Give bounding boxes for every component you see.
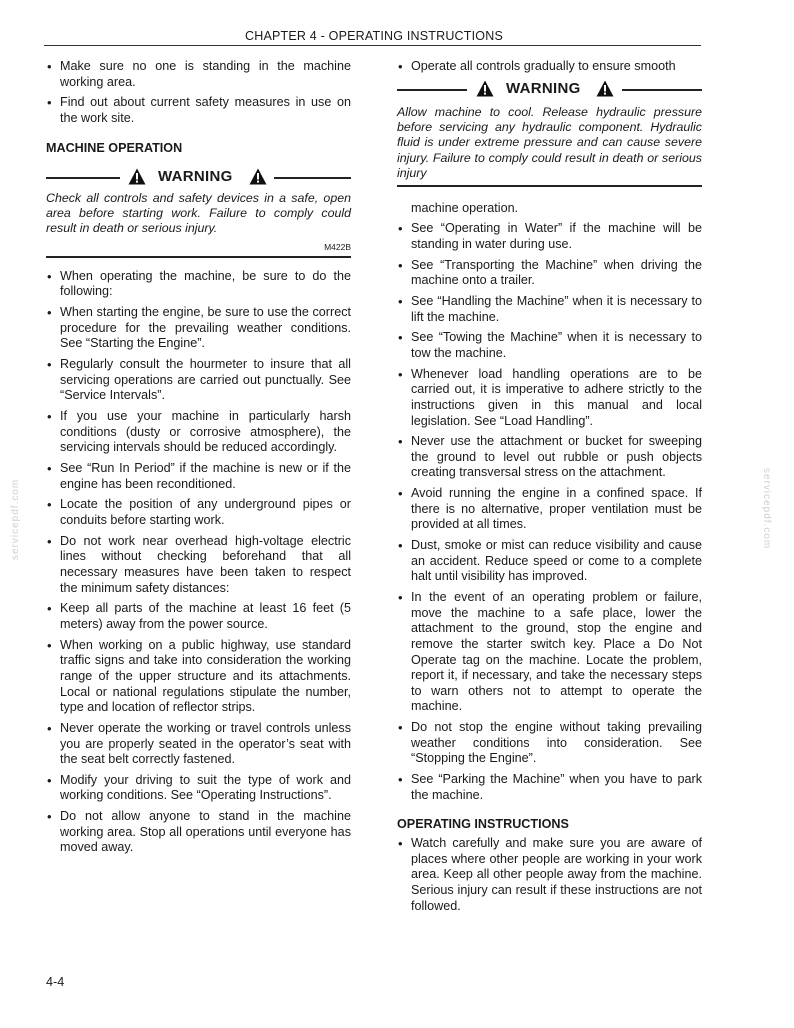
list-item: • See “Transporting the Machine” when driving the machine onto a trailer.	[397, 258, 702, 289]
list-item: • When starting the engine, be sure to use the correct procedure for the prevailing weather conditions. See “Starting the Engine”.	[46, 305, 351, 352]
list-item: • Avoid running the engine in a confined space. If there is no alternative, proper ventilation must be provided at all times.	[397, 486, 702, 533]
warning-line-left	[397, 89, 467, 91]
warning-rule	[397, 185, 702, 187]
left-intro-list	[46, 59, 351, 127]
warning-rule	[46, 256, 351, 258]
list-item: • Never operate the working or travel controls unless you are properly seated in the operator’s seat with the seat belt correctly fastened.	[46, 721, 351, 768]
warning-bar	[397, 77, 702, 101]
list-item: • Find out about current safety measures in use on the work site.	[46, 95, 351, 126]
operating-instructions-list	[397, 836, 702, 914]
warning-label: WARNING	[506, 79, 581, 97]
warning-text: Allow machine to cool. Release hydraulic pressure before servicing any hydraulic component. Hydraulic fluid is under extreme pressure and can cause severe injury. Failure to comply could result in death or serious injury	[397, 104, 702, 181]
left-bullet-list	[46, 269, 351, 856]
list-item: • Regularly consult the hourmeter to insure that all servicing operations are carried out punctually. See “Service Intervals”.	[46, 357, 351, 404]
list-item: • When working on a public highway, use standard traffic signs and take into consideration the working range of the upper structure and its attachments. Local or national regulations stipulate the number, type and location of reflector strips.	[46, 638, 351, 716]
list-item: • See “Handling the Machine” when it is necessary to lift the machine.	[397, 294, 702, 325]
list-item: • Never use the attachment or bucket for sweeping the ground to level out rubble or push objects creating transversal stress on the attachment.	[397, 434, 702, 481]
list-item: • See “Operating in Water” if the machine will be standing in water during use.	[397, 221, 702, 252]
warning-line-left	[46, 177, 120, 179]
right-column	[397, 59, 702, 919]
warning-triangle-icon	[128, 168, 146, 185]
warning-triangle-icon	[476, 80, 494, 97]
list-item: • Modify your driving to suit the type of work and working conditions. See “Operating Instructions”.	[46, 773, 351, 804]
list-item: • See “Towing the Machine” when it is necessary to tow the machine.	[397, 330, 702, 361]
right-bullet-list	[397, 221, 702, 803]
section-title-machine-operation: MACHINE OPERATION	[46, 140, 183, 155]
page-number: 4-4	[46, 975, 65, 989]
warning-triangle-icon	[249, 168, 267, 185]
warning-triangle-icon	[596, 80, 614, 97]
list-item: • Do not work near overhead high-voltage electric lines without checking beforehand that all necessary measures have been taken to respect the minimum safety distances:	[46, 534, 351, 596]
watermark-left: servicepdf.com	[10, 478, 21, 560]
list-item: • Make sure no one is standing in the machine working area.	[46, 59, 351, 90]
watermark-right: servicepdf.com	[761, 468, 772, 550]
list-item: • In the event of an operating problem or failure, move the machine to a safe place, lower the attachment to the ground, stop the engine and remove the starter switch key. Place a Do Not Operate tag on the machine. Locate the problem, report it, if necessary, and take the necessary steps to warn others not to attempt to operate the machine.	[397, 590, 702, 715]
list-item: • Locate the position of any underground pipes or conduits before starting work.	[46, 497, 351, 528]
list-item: • See “Parking the Machine” when you have to park the machine.	[397, 772, 702, 803]
chapter-header: CHAPTER 4 - OPERATING INSTRUCTIONS	[245, 29, 503, 43]
warning-label: WARNING	[158, 167, 233, 185]
list-item: • Whenever load handling operations are to be carried out, it is imperative to adhere strictly to the instructions given in this manual and local legislation. See “Load Handling”.	[397, 367, 702, 429]
list-item: • When operating the machine, be sure to do the following:	[46, 269, 351, 300]
left-column	[46, 59, 351, 861]
right-first-list	[397, 59, 702, 75]
header-rule	[44, 45, 701, 46]
warning-line-right	[274, 177, 351, 179]
list-item: • Dust, smoke or mist can reduce visibility and cause an accident. Reduce speed or come to a complete halt until visibility has improved.	[397, 538, 702, 585]
warning-line-right	[622, 89, 702, 91]
continuation-text: machine operation.	[411, 200, 519, 215]
list-item: • Do not stop the engine without taking prevailing weather conditions into consideration. See “Stopping the Engine”.	[397, 720, 702, 767]
list-item: • If you use your machine in particularly harsh conditions (dusty or corrosive atmosphere), the servicing intervals should be reduced accordingly.	[46, 409, 351, 456]
section-title-operating-instructions: OPERATING INSTRUCTIONS	[397, 817, 569, 832]
list-item: • Do not allow anyone to stand in the machine working area. Stop all operations until everyone has moved away.	[46, 809, 351, 856]
warning-bar	[46, 165, 351, 189]
list-item: • See “Run In Period” if the machine is new or if the engine has been reconditioned.	[46, 461, 351, 492]
warning-code: M422B	[324, 241, 351, 252]
list-item: • Keep all parts of the machine at least 16 feet (5 meters) away from the power source.	[46, 601, 351, 632]
list-item: • Operate all controls gradually to ensure smooth	[397, 59, 702, 75]
warning-text: Check all controls and safety devices in a safe, open area before starting work. Failure to comply could result in death or serious injury.	[46, 190, 351, 236]
list-item: • Watch carefully and make sure you are aware of places where other people are working in your work area. Keep all other people away from the machine. Serious injury can result if these instructions are not followed.	[397, 836, 702, 914]
